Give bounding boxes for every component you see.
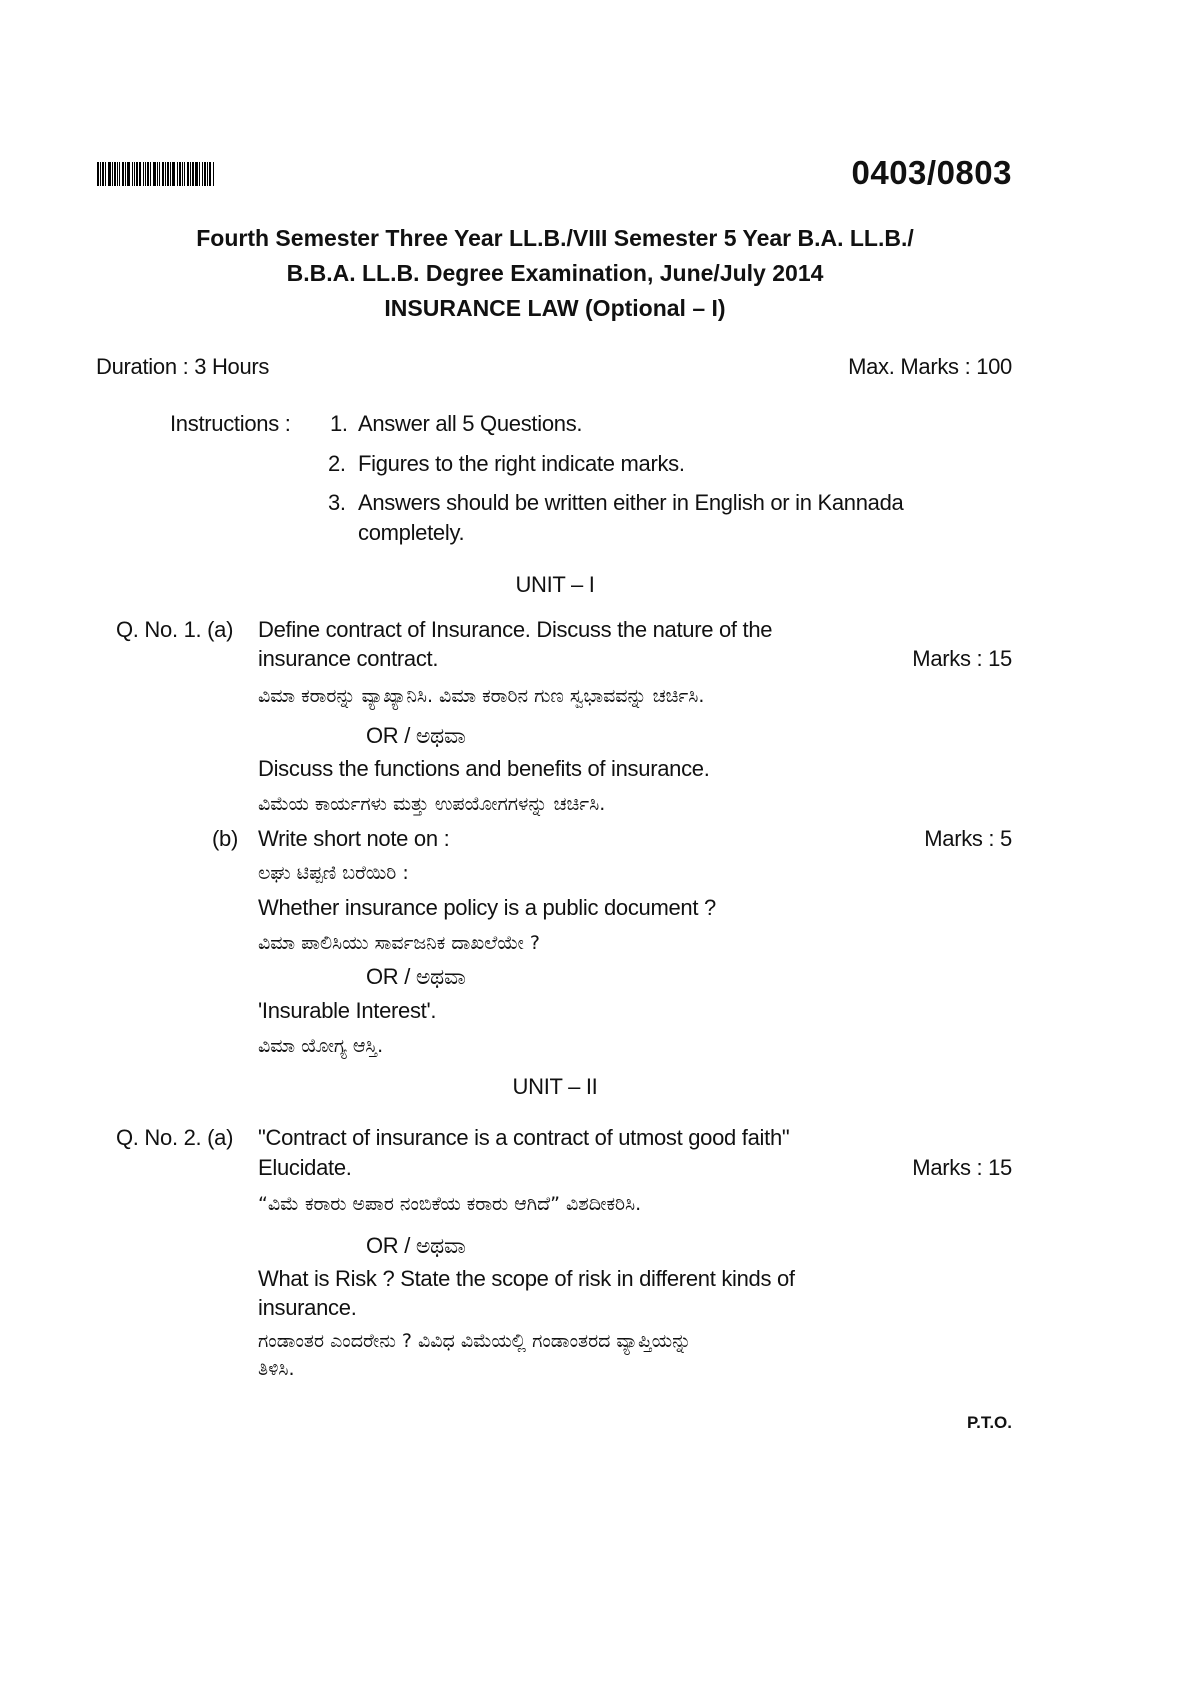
question-1b-q1: Whether insurance policy is a public document ? bbox=[258, 895, 716, 920]
page-turn-over: P.T.O. bbox=[966, 1413, 1012, 1432]
question-2a-alt-kannada-line1: ಗಂಡಾಂತರ ಎಂದರೇನು ? ವಿವಿಧ ವಿಮೆಯಲ್ಲಿ ಗಂಡಾಂತರದ ವ್ಯಾಪ್ತಿಯನ್ನು bbox=[258, 1330, 692, 1352]
question-1b-q2-kannada: ವಿಮಾ ಯೋಗ್ಯ ಆಸ್ತಿ. bbox=[258, 1035, 384, 1057]
instructions-label: Instructions : bbox=[170, 411, 291, 436]
question-1b-text: Write short note on : bbox=[258, 826, 450, 851]
subject-title: INSURANCE LAW (Optional – I) bbox=[384, 295, 726, 321]
question-1b-q2: 'Insurable Interest'. bbox=[258, 998, 437, 1023]
question-1a-kannada: ವಿಮಾ ಕರಾರನ್ನು ವ್ಯಾಖ್ಯಾನಿಸಿ. ವಿಮಾ ಕರಾರಿನ ಗುಣ ಸ್ವಭಾವವನ್ನು ಚರ್ಚಿಸಿ. bbox=[258, 685, 705, 707]
duration: Duration : 3 Hours bbox=[96, 354, 270, 379]
question-label-2: Q. No. 2. (a) bbox=[116, 1125, 234, 1150]
marks-2a: Marks : 15 bbox=[912, 1155, 1012, 1180]
paper-code: 0403/0803 bbox=[851, 154, 1012, 191]
unit-heading-2: UNIT – II bbox=[512, 1074, 598, 1099]
exam-title-line1: Fourth Semester Three Year LL.B./VIII Semester 5 Year B.A. LL.B./ bbox=[196, 225, 914, 251]
question-1a-alt-kannada: ವಿಮೆಯ ಕಾರ್ಯಗಳು ಮತ್ತು ಉಪಯೋಗಗಳನ್ನು ಚರ್ಚಿಸಿ. bbox=[258, 793, 606, 815]
question-2a-alt-line2: insurance. bbox=[258, 1295, 357, 1320]
barcode-icon bbox=[97, 162, 307, 186]
question-2a-line2: Elucidate. bbox=[258, 1155, 352, 1180]
question-2a-alt-kannada-line2: ತಿಳಿಸಿ. bbox=[258, 1358, 295, 1380]
question-1a-line2: insurance contract. bbox=[258, 646, 439, 671]
question-1b-label: (b) bbox=[212, 826, 238, 851]
question-2a-alt-line1: What is Risk ? State the scope of risk in different kinds of bbox=[258, 1266, 795, 1291]
or-label-1a: OR / ಅಥವಾ bbox=[366, 723, 466, 748]
question-1b-q1-kannada: ವಿಮಾ ಪಾಲಿಸಿಯು ಸಾರ್ವಜನಿಕ ದಾಖಲೆಯೇ ? bbox=[258, 932, 540, 954]
max-marks: Max. Marks : 100 bbox=[848, 354, 1012, 379]
instruction-num-3: 3. bbox=[328, 490, 346, 515]
instruction-num-2: 2. bbox=[328, 451, 346, 476]
unit-heading-1: UNIT – I bbox=[515, 572, 595, 597]
instruction-text-2: Figures to the right indicate marks. bbox=[358, 451, 685, 476]
question-1a-alt: Discuss the functions and benefits of insurance. bbox=[258, 756, 710, 781]
or-label-1b: OR / ಅಥವಾ bbox=[366, 964, 466, 989]
question-1a-line1: Define contract of Insurance. Discuss the nature of the bbox=[258, 617, 773, 642]
or-label-2a: OR / ಅಥವಾ bbox=[366, 1233, 466, 1258]
marks-1b: Marks : 5 bbox=[924, 826, 1012, 851]
question-1b-kannada: ಲಘು ಟಿಪ್ಪಣಿ ಬರೆಯಿರಿ : bbox=[258, 862, 409, 884]
instruction-num-1: 1. bbox=[330, 411, 348, 436]
marks-1a: Marks : 15 bbox=[912, 646, 1012, 671]
instruction-text-1: Answer all 5 Questions. bbox=[358, 411, 583, 436]
instruction-text-3: Answers should be written either in English or in Kannada bbox=[358, 490, 904, 515]
question-2a-kannada: “ವಿಮೆ ಕರಾರು ಅಪಾರ ನಂಬಿಕೆಯ ಕರಾರು ಆಗಿದೆ” ವಿಶದೀಕರಿಸಿ. bbox=[258, 1193, 642, 1215]
exam-title-line2: B.B.A. LL.B. Degree Examination, June/July 2014 bbox=[286, 260, 824, 286]
question-2a-line1: "Contract of insurance is a contract of utmost good faith" bbox=[258, 1125, 790, 1150]
instruction-text-3-cont: completely. bbox=[358, 520, 465, 545]
question-label-1: Q. No. 1. (a) bbox=[116, 617, 234, 642]
